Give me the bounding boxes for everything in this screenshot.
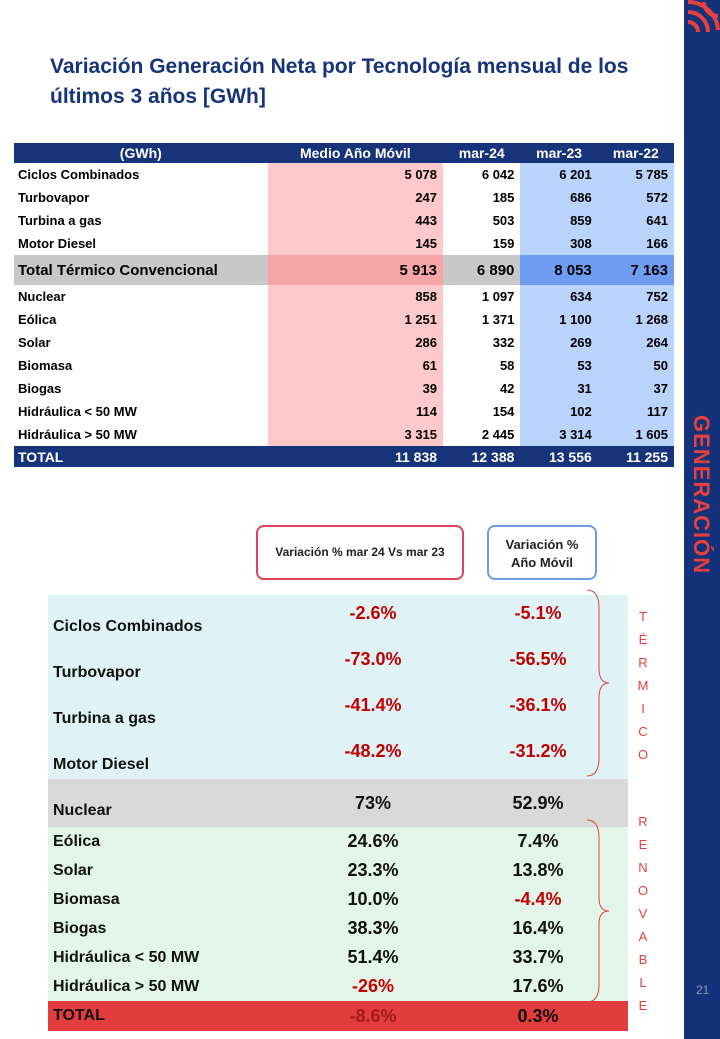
brace-renovable-icon (585, 818, 615, 1004)
cell-value: 752 (598, 285, 674, 308)
cell-value: 39 (268, 377, 443, 400)
cell-value: 641 (598, 209, 674, 232)
column-header: mar-22 (598, 143, 674, 163)
cell-value: 11 838 (268, 446, 443, 467)
cell-value: 308 (520, 232, 597, 255)
logo-icon (684, 0, 720, 34)
row-label: Biogas (18, 381, 62, 396)
row-label: Ciclos Combinados (53, 618, 203, 635)
cell-value: 159 (492, 236, 515, 251)
cell-value: 154 (492, 404, 515, 419)
cell-value: 7 163 (598, 255, 674, 285)
cell-value: 6 201 (520, 163, 597, 186)
variation-row (48, 972, 628, 1001)
variation-value: -8.6% (349, 1005, 397, 1026)
cell-value: 37 (598, 377, 674, 400)
variation-value: 13.8% (512, 860, 564, 880)
row-label: Ciclos Combinados (18, 167, 140, 182)
variation-row (48, 856, 628, 885)
column-header: mar-24 (443, 143, 520, 163)
row-label: Nuclear (53, 802, 112, 819)
cell-value: 185 (492, 190, 515, 205)
row-label: Nuclear (18, 289, 66, 304)
row-label: Total Térmico Convencional (14, 255, 268, 285)
cell-value: 572 (598, 186, 674, 209)
group-label-letter: E (638, 998, 648, 1013)
cell-value: 1 251 (268, 308, 443, 331)
cell-value: 1 097 (481, 289, 515, 304)
column-header: mar-23 (520, 143, 597, 163)
cell-value: 264 (598, 331, 674, 354)
variation-value: 16.4% (512, 918, 564, 938)
table-row (14, 308, 674, 331)
row-label: Hidráulica < 50 MW (53, 948, 200, 966)
cell-value: 3 315 (268, 423, 443, 446)
table-row (14, 423, 674, 446)
cell-value: 858 (268, 285, 443, 308)
cell-value: 1 100 (520, 308, 597, 331)
cell-value: 117 (598, 400, 674, 423)
header-variation-monthly: Variación % mar 24 Vs mar 23 (256, 525, 464, 580)
table-row (14, 400, 674, 423)
row-label: Biomasa (53, 890, 120, 908)
variation-table (48, 595, 628, 1031)
variation-value: 7.4% (517, 831, 559, 851)
variation-value: 52.9% (512, 792, 564, 813)
variation-value: 0.3% (517, 1005, 559, 1026)
variation-value: -36.1% (509, 694, 567, 715)
page-number: 21 (696, 983, 710, 997)
row-label: Biogas (53, 919, 107, 937)
cell-value: 286 (268, 331, 443, 354)
cell-value: 5 785 (598, 163, 674, 186)
row-label: Hidráulica < 50 MW (18, 404, 137, 419)
cell-value: 269 (520, 331, 597, 354)
variation-row (48, 641, 628, 687)
row-label: Turbina a gas (18, 213, 102, 228)
cell-value: 166 (598, 232, 674, 255)
group-label-letter: A (638, 929, 648, 944)
group-label-letter: E (638, 837, 648, 852)
variation-value: -5.1% (514, 602, 562, 623)
variation-value: -41.4% (344, 694, 402, 715)
variation-value: 23.3% (347, 860, 399, 880)
group-label-letter: É (638, 632, 648, 647)
variation-row (48, 914, 628, 943)
variation-value: -26% (351, 976, 395, 996)
group-label-letter: R (638, 655, 648, 670)
variation-row (48, 595, 628, 641)
variation-value: -56.5% (509, 648, 567, 669)
variation-value: -48.2% (344, 740, 402, 761)
table-row (14, 232, 674, 255)
group-label-letter: T (639, 609, 647, 624)
variation-value: -31.2% (509, 740, 567, 761)
table-row (14, 186, 674, 209)
variation-row (48, 1001, 628, 1031)
cell-value: 503 (492, 213, 515, 228)
group-label-letter: M (637, 678, 649, 693)
group-label-letter: O (637, 883, 649, 898)
row-label: Hidráulica > 50 MW (18, 427, 137, 442)
row-label: Eólica (18, 312, 57, 327)
cell-value: 114 (268, 400, 443, 423)
cell-value: 634 (520, 285, 597, 308)
group-label-letter: B (638, 952, 648, 967)
variation-row (48, 827, 628, 856)
variation-row (48, 733, 628, 779)
variation-row (48, 779, 628, 827)
row-label: Turbovapor (53, 664, 141, 681)
variation-value: 73% (354, 792, 392, 813)
table-row (14, 354, 674, 377)
table-row (14, 163, 674, 186)
cell-value: 1 605 (598, 423, 674, 446)
cell-value: 42 (499, 381, 515, 396)
group-label-letter: C (638, 724, 648, 739)
cell-value: 2 445 (481, 427, 515, 442)
group-label-letter: R (638, 814, 648, 829)
row-label: TOTAL (53, 1007, 105, 1024)
row-label: Turbina a gas (53, 710, 156, 727)
sidebar (684, 0, 720, 1039)
cell-value: 1 268 (598, 308, 674, 331)
header-line-1: Variación % (505, 537, 579, 552)
variation-value: 33.7% (512, 947, 564, 967)
row-label: Motor Diesel (18, 236, 97, 251)
cell-value: 145 (268, 232, 443, 255)
cell-value: 5 913 (268, 255, 443, 285)
variation-value: 24.6% (347, 831, 399, 851)
cell-value: 102 (520, 400, 597, 423)
table-row (14, 209, 674, 232)
cell-value: 1 371 (481, 312, 515, 327)
table-row (14, 255, 674, 285)
generation-table (14, 143, 674, 467)
cell-value: 50 (598, 354, 674, 377)
table-row (14, 377, 674, 400)
variation-value: -4.4% (514, 889, 562, 909)
section-label: GENERACIÓN (689, 415, 714, 575)
table-row (14, 285, 674, 308)
group-label-letter: L (639, 975, 647, 990)
column-header: (GWh) (14, 143, 268, 163)
table-row (14, 446, 674, 467)
cell-value: 443 (268, 209, 443, 232)
cell-value: 53 (520, 354, 597, 377)
variation-value: -73.0% (344, 648, 402, 669)
group-label-letter: V (638, 906, 648, 921)
cell-value: 8 053 (520, 255, 597, 285)
row-label: Hidráulica > 50 MW (53, 977, 200, 995)
row-label: Solar (18, 335, 51, 350)
variation-value: 17.6% (512, 976, 564, 996)
column-header: Medio Año Móvil (268, 143, 443, 163)
header-variation-moving-year (487, 525, 597, 580)
brace-termico-icon (585, 588, 615, 778)
row-label: Biomasa (18, 358, 73, 373)
variation-value: 10.0% (347, 889, 399, 909)
cell-value: 686 (520, 186, 597, 209)
table-row (14, 331, 674, 354)
cell-value: 247 (268, 186, 443, 209)
group-label-letter: I (641, 701, 645, 716)
cell-value: 11 255 (598, 446, 674, 467)
row-label: Eólica (53, 832, 101, 850)
page-title: Variación Generación Neta por Tecnología mensual de los últimos 3 años [GWh] (50, 55, 629, 108)
cell-value: 12 388 (443, 446, 520, 467)
row-label: Solar (53, 861, 94, 879)
variation-row (48, 885, 628, 914)
row-label: TOTAL (14, 446, 268, 467)
cell-value: 31 (520, 377, 597, 400)
group-label-letter: O (637, 747, 649, 762)
cell-value: 859 (520, 209, 597, 232)
group-label-letter: N (638, 860, 648, 875)
variation-value: 38.3% (347, 918, 399, 938)
cell-value: 58 (499, 358, 515, 373)
row-label: Turbovapor (18, 190, 90, 205)
cell-value: 6 042 (481, 167, 515, 182)
variation-value: 51.4% (347, 947, 399, 967)
header-line-2: Año Móvil (510, 555, 574, 570)
cell-value: 5 078 (268, 163, 443, 186)
variation-value: -2.6% (349, 602, 397, 623)
cell-value: 13 556 (520, 446, 597, 467)
variation-row (48, 943, 628, 972)
cell-value: 332 (492, 335, 515, 350)
cell-value: 6 890 (443, 255, 520, 285)
variation-row (48, 687, 628, 733)
cell-value: 3 314 (520, 423, 597, 446)
cell-value: 61 (268, 354, 443, 377)
row-label: Motor Diesel (53, 756, 150, 773)
